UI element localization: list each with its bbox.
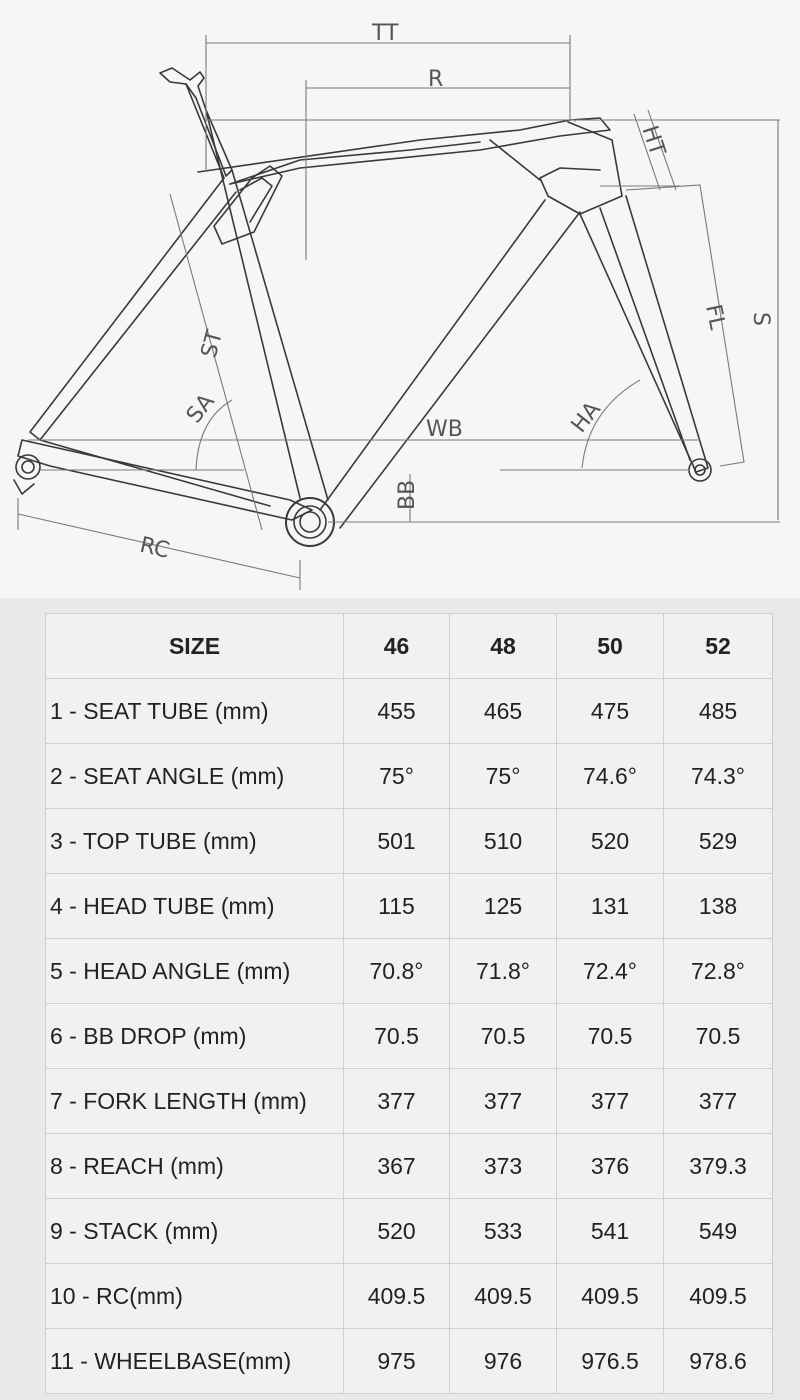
table-cell: 465	[450, 679, 557, 744]
table-row	[46, 1134, 773, 1199]
table-cell: 377	[450, 1069, 557, 1134]
table-cell: 379.3	[664, 1134, 773, 1199]
table-header-row	[46, 614, 773, 679]
seatpost	[160, 68, 232, 176]
down-tube	[320, 200, 545, 510]
table-row	[46, 809, 773, 874]
table-cell: 377	[557, 1069, 664, 1134]
table-cell: 377	[344, 1069, 450, 1134]
table-cell: 529	[664, 809, 773, 874]
row-label: 10 - RC(mm)	[46, 1264, 344, 1329]
row-label: 2 - SEAT ANGLE (mm)	[46, 744, 344, 809]
table-cell: 115	[344, 874, 450, 939]
label-tt: TT	[372, 21, 399, 46]
table-row	[46, 939, 773, 1004]
table-cell: 976	[450, 1329, 557, 1394]
label-s: S	[748, 312, 773, 326]
row-label: 4 - HEAD TUBE (mm)	[46, 874, 344, 939]
table-cell: 409.5	[450, 1264, 557, 1329]
header-size-48: 48	[450, 614, 557, 679]
header-size-label: SIZE	[46, 614, 344, 679]
frame-drawing	[0, 0, 800, 598]
table-cell: 125	[450, 874, 557, 939]
table-cell: 75°	[344, 744, 450, 809]
table-cell: 75°	[450, 744, 557, 809]
label-rc: RC	[137, 532, 172, 564]
table-cell: 74.3°	[664, 744, 773, 809]
table-row	[46, 1264, 773, 1329]
chain-stay	[18, 440, 312, 520]
row-label: 6 - BB DROP (mm)	[46, 1004, 344, 1069]
table-cell: 70.5	[450, 1004, 557, 1069]
table-row	[46, 1329, 773, 1394]
table-cell: 74.6°	[557, 744, 664, 809]
label-fl: FL	[700, 302, 730, 332]
label-bb: BB	[395, 479, 420, 510]
table-cell: 510	[450, 809, 557, 874]
table-cell: 70.8°	[344, 939, 450, 1004]
geometry-table	[45, 613, 773, 1394]
table-cell: 533	[450, 1199, 557, 1264]
table-cell: 409.5	[344, 1264, 450, 1329]
table-cell: 72.4°	[557, 939, 664, 1004]
table-cell: 72.8°	[664, 939, 773, 1004]
table-cell: 520	[344, 1199, 450, 1264]
table-cell: 475	[557, 679, 664, 744]
label-r: R	[428, 67, 444, 92]
table-cell: 377	[664, 1069, 773, 1134]
table-cell: 138	[664, 874, 773, 939]
label-ht: HT	[636, 122, 670, 159]
table-row	[46, 679, 773, 744]
fork	[580, 196, 708, 472]
table-row	[46, 1004, 773, 1069]
label-wb: WB	[426, 417, 463, 442]
table-cell: 549	[664, 1199, 773, 1264]
table-cell: 409.5	[664, 1264, 773, 1329]
table-cell: 131	[557, 874, 664, 939]
row-label: 8 - REACH (mm)	[46, 1134, 344, 1199]
table-cell: 376	[557, 1134, 664, 1199]
header-size-50: 50	[557, 614, 664, 679]
table-cell: 541	[557, 1199, 664, 1264]
table-cell: 455	[344, 679, 450, 744]
label-st: ST	[196, 327, 229, 361]
geometry-table-panel	[0, 598, 800, 1400]
table-cell: 373	[450, 1134, 557, 1199]
table-cell: 978.6	[664, 1329, 773, 1394]
table-cell: 520	[557, 809, 664, 874]
label-ha: HA	[566, 397, 606, 438]
label-sa: SA	[181, 389, 220, 429]
table-row	[46, 874, 773, 939]
row-label: 11 - WHEELBASE(mm)	[46, 1329, 344, 1394]
table-cell: 501	[344, 809, 450, 874]
table-cell: 70.5	[664, 1004, 773, 1069]
header-size-46: 46	[344, 614, 450, 679]
row-label: 7 - FORK LENGTH (mm)	[46, 1069, 344, 1134]
row-label: 3 - TOP TUBE (mm)	[46, 809, 344, 874]
table-cell: 70.5	[344, 1004, 450, 1069]
table-cell: 409.5	[557, 1264, 664, 1329]
table-cell: 70.5	[557, 1004, 664, 1069]
row-label: 1 - SEAT TUBE (mm)	[46, 679, 344, 744]
table-cell: 485	[664, 679, 773, 744]
table-cell: 367	[344, 1134, 450, 1199]
table-cell: 71.8°	[450, 939, 557, 1004]
table-cell: 975	[344, 1329, 450, 1394]
table-row	[46, 1199, 773, 1264]
table-row	[46, 1069, 773, 1134]
frame-geometry-diagram	[0, 0, 800, 598]
row-label: 5 - HEAD ANGLE (mm)	[46, 939, 344, 1004]
table-cell: 976.5	[557, 1329, 664, 1394]
header-size-52: 52	[664, 614, 773, 679]
table-row	[46, 744, 773, 809]
row-label: 9 - STACK (mm)	[46, 1199, 344, 1264]
